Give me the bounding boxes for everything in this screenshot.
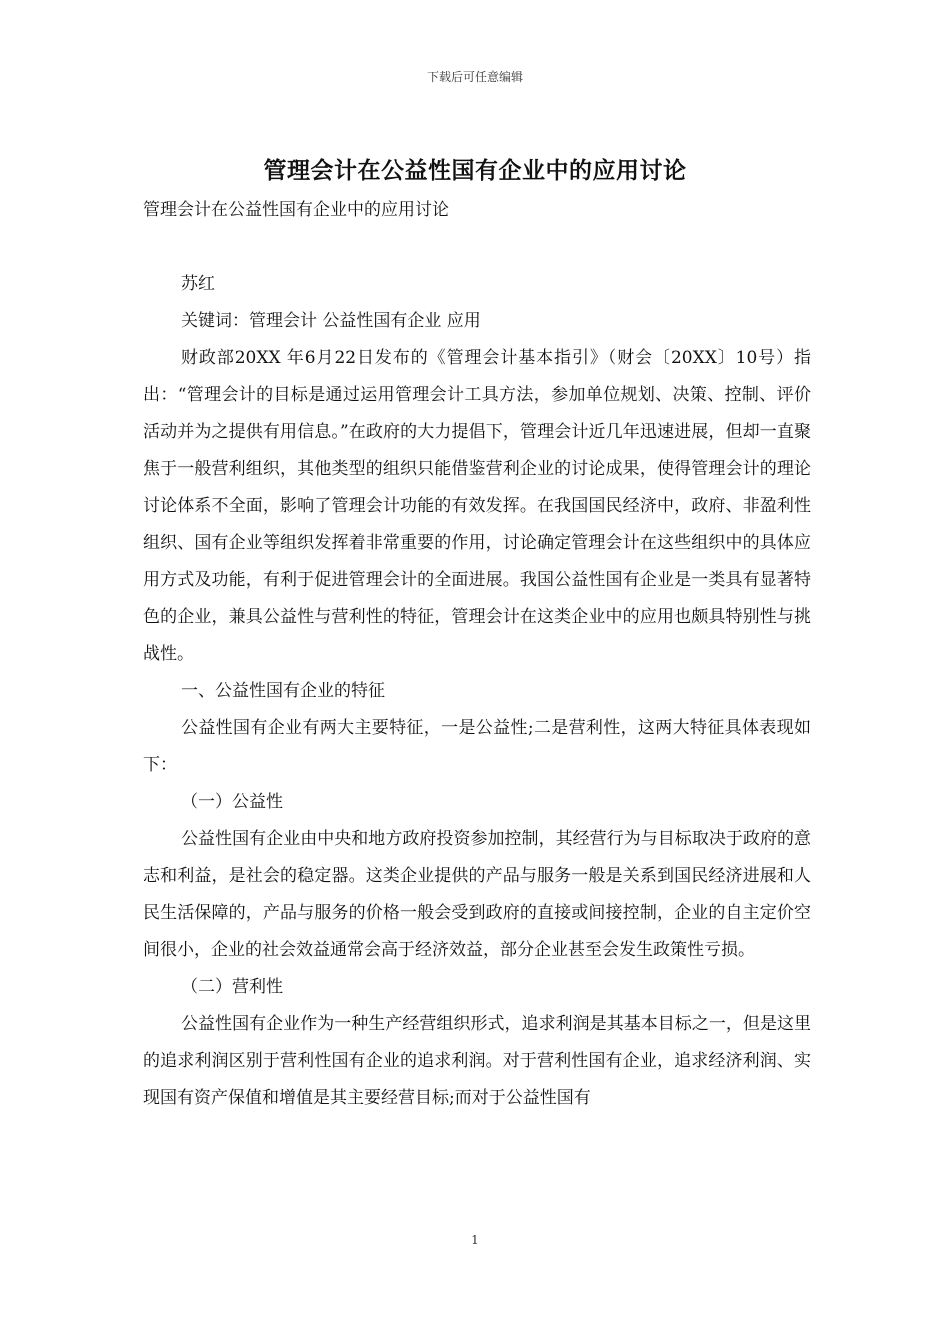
author-name: 苏红 — [181, 274, 215, 294]
subsection-heading: （二）营利性 — [181, 977, 283, 997]
page-number: 1 — [471, 1233, 479, 1247]
spacer — [143, 229, 811, 266]
document-subtitle: 管理会计在公益性国有企业中的应用讨论 — [143, 200, 449, 220]
header-note: 下载后可任意编辑 — [426, 70, 523, 84]
body-paragraph: 公益性国有企业作为一种生产经营组织形式，追求利润是其基本目标之一，但是这里的追求利润区别于营利性国有企业的追求利润。对于营利性国有企业，追求经济利润、实现国有资产保值和增值是其主要经营目标;而对于公益性国有 — [143, 1014, 811, 1108]
body-paragraph: 公益性国有企业由中央和地方政府投资参加控制，其经营行为与目标取决于政府的意志和利益，是社会的稳定器。这类企业提供的产品与服务一般是关系到国民经济进展和人民生活保障的，产品与服务的价格一般会受到政府的直接或间接控制，企业的自主定价空间很小，企业的社会效益通常会高于经济效益，部分企业甚至会发生政策性亏损。 — [143, 829, 811, 960]
body-paragraph: 财政部20XX 年6月22日发布的《管理会计基本指引》（财会〔20XX〕10号）指出：“管理会计的目标是通过运用管理会计工具方法，参加单位规划、决策、控制、评价活动并为之提供有用信息。”在政府的大力提倡下，管理会计近几年迅速进展，但却一直聚焦于一般营利组织，其他类型的组织只能借鉴营利企业的讨论成果，使得管理会计的理论讨论体系不全面，影响了管理会计功能的有效发挥。在我国国民经济中，政府、非盈利性组织、国有企业等组织发挥着非常重要的作用，讨论确定管理会计在这些组织中的具体应用方式及功能，有利于促进管理会计的全面进展。我国公益性国有企业是一类具有显著特色的企业，兼具公益性与营利性的特征，管理会计在这类企业中的应用也颇具特别性与挑战性。 — [143, 348, 811, 664]
body-paragraph: 公益性国有企业有两大主要特征，一是公益性;二是营利性，这两大特征具体表现如下： — [143, 718, 811, 775]
section-heading: 一、公益性国有企业的特征 — [181, 681, 385, 701]
document-title: 管理会计在公益性国有企业中的应用讨论 — [263, 157, 687, 184]
document-body — [143, 192, 811, 1117]
keywords-line: 关键词：管理会计 公益性国有企业 应用 — [181, 311, 481, 331]
subsection-heading: （一）公益性 — [181, 792, 283, 812]
